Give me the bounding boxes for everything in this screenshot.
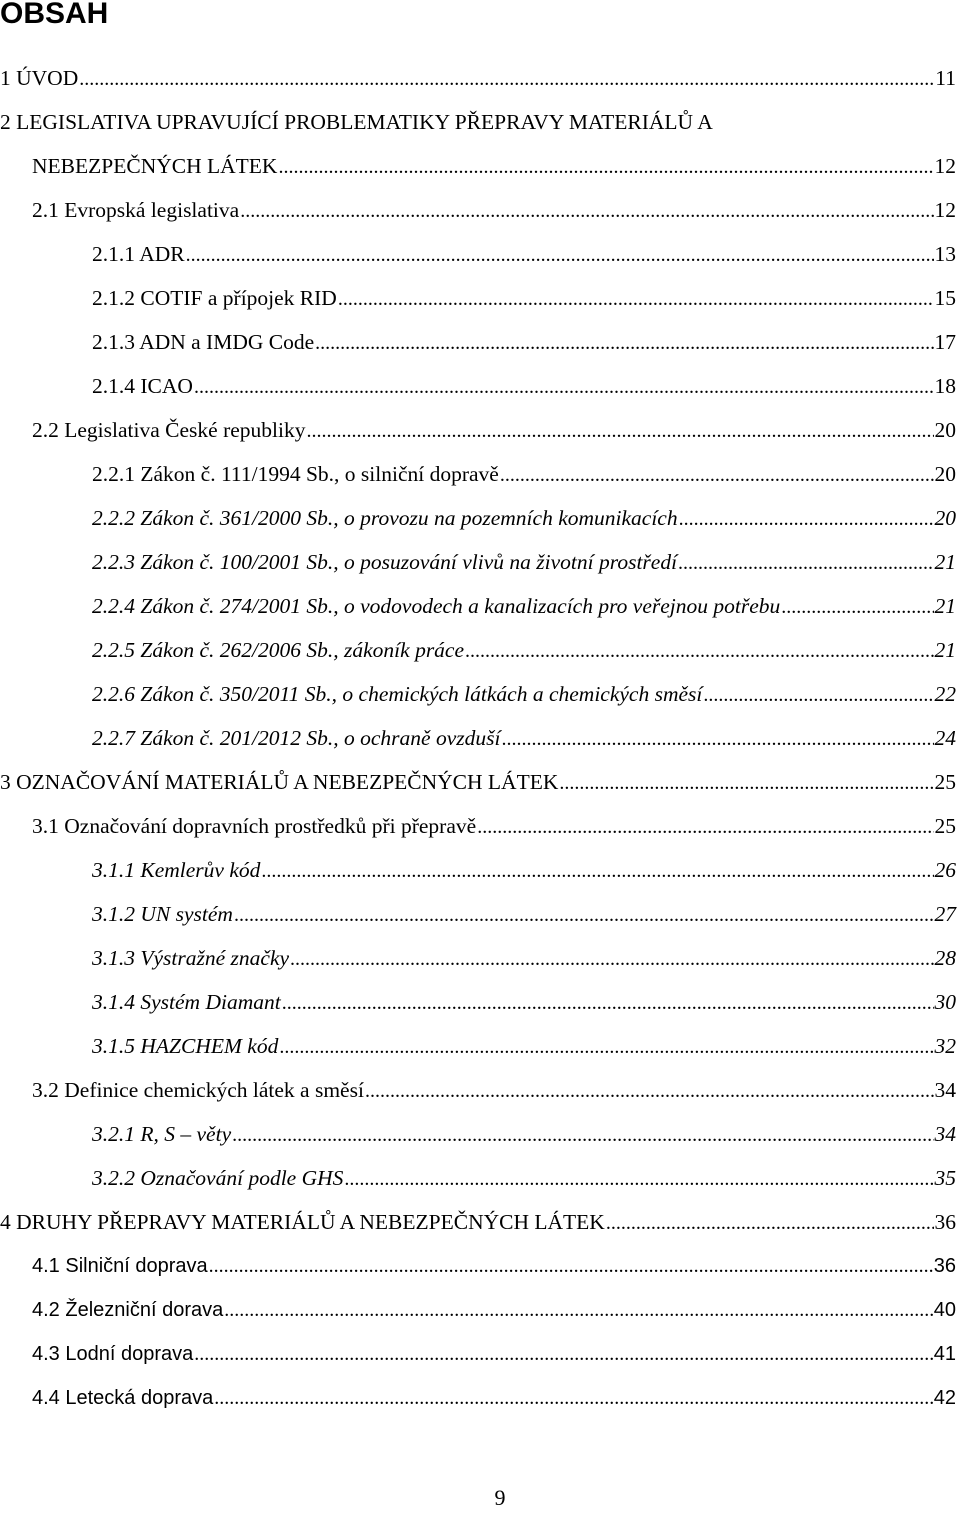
toc-entry[interactable] [0, 102, 956, 142]
toc-entry[interactable] [32, 1070, 956, 1110]
toc-entry[interactable] [92, 1114, 956, 1154]
toc-entry-title: 3.2 Definice chemických látek a směsí [32, 1078, 364, 1102]
dot-leader [781, 587, 933, 627]
toc-entry-title: 3 OZNAČOVÁNÍ MATERIÁLŮ A NEBEZPEČNÝCH LÁTEK [0, 770, 559, 794]
dot-leader [290, 939, 933, 979]
page-title: OBSAH [0, 0, 109, 30]
toc-entry-page: 20 [934, 418, 956, 442]
toc-entry-page: 26 [934, 858, 956, 882]
toc-entry-title: 4.4 Letecká doprava [32, 1387, 214, 1409]
toc-entry-title: 4.1 Silniční doprava [32, 1255, 208, 1277]
dot-leader [194, 367, 934, 407]
dot-leader [261, 851, 933, 891]
toc-entry[interactable] [92, 366, 956, 406]
dot-leader [234, 895, 934, 935]
toc-entry-title: 3.1.3 Výstražné značky [92, 946, 290, 970]
toc-entry-title: 2.2.4 Zákon č. 274/2001 Sb., o vodovodech a kanalizacích pro veřejnou potřebu [92, 594, 781, 618]
dot-leader [79, 59, 934, 99]
toc-entry[interactable] [92, 322, 956, 362]
dot-leader [365, 1071, 934, 1111]
toc-entry-page: 30 [934, 990, 956, 1014]
dot-leader [240, 191, 933, 231]
dot-leader [194, 1334, 933, 1374]
toc-entry-page: 17 [934, 330, 956, 354]
toc-entry-title: 4.3 Lodní doprava [32, 1343, 194, 1365]
toc-entry-page: 21 [934, 594, 956, 618]
toc-entry[interactable] [92, 982, 956, 1022]
toc-entry-title: 3.1.1 Kemlerův kód [92, 858, 261, 882]
toc-entry[interactable] [32, 1246, 956, 1286]
toc-entry[interactable] [92, 498, 956, 538]
toc-entry[interactable] [32, 1334, 956, 1374]
toc-entry-title: 1 ÚVOD [0, 66, 79, 90]
toc-entry-page: 13 [934, 242, 956, 266]
toc-entry[interactable] [92, 938, 956, 978]
toc-entry-title: 2.2.5 Zákon č. 262/2006 Sb., zákoník práce [92, 638, 465, 662]
toc-entry[interactable] [92, 1026, 956, 1066]
dot-leader [338, 279, 934, 319]
toc-entry-title: 2.2 Legislativa České republiky [32, 418, 306, 442]
toc-entry-page: 32 [934, 1034, 956, 1058]
toc-entry-page: 34 [934, 1078, 956, 1102]
toc-entry-title: 2.1.2 COTIF a přípojek RID [92, 286, 337, 310]
page-number: 9 [494, 1485, 506, 1510]
dot-leader [279, 1027, 933, 1067]
toc-entry-title: 2.1 Evropská legislativa [32, 198, 240, 222]
dot-leader [306, 411, 933, 451]
toc-entry[interactable] [92, 542, 956, 582]
toc-entry-page: 18 [934, 374, 956, 398]
toc-entry-page: 42 [933, 1387, 956, 1409]
toc-entry[interactable] [92, 234, 956, 274]
toc-entry-title: 3.1.4 Systém Diamant [92, 990, 281, 1014]
toc-entry[interactable] [92, 454, 956, 494]
toc-entry[interactable] [32, 190, 956, 230]
dot-leader [606, 1203, 934, 1243]
toc-entry-title: 2.2.3 Zákon č. 100/2001 Sb., o posuzování vlivů na životní prostředí [92, 550, 678, 574]
toc-entry-page: 12 [934, 198, 956, 222]
toc-entry[interactable] [92, 894, 956, 934]
toc-entry[interactable] [92, 718, 956, 758]
dot-leader [477, 807, 933, 847]
toc-entry-page: 15 [934, 286, 956, 310]
toc-entry-title: 2 LEGISLATIVA UPRAVUJÍCÍ PROBLEMATIKY PŘEPRAVY MATERIÁLŮ A [0, 110, 713, 134]
dot-leader [315, 323, 933, 363]
dot-leader [465, 631, 933, 671]
toc-entry-page: 35 [934, 1166, 956, 1190]
toc-entry-page: 27 [934, 902, 956, 926]
toc-entry[interactable] [32, 410, 956, 450]
dot-leader [214, 1378, 933, 1418]
toc-entry[interactable] [0, 762, 956, 802]
dot-leader [224, 1290, 933, 1330]
toc-entry-title: 3.1.2 UN systém [92, 902, 233, 926]
toc-entry[interactable] [92, 586, 956, 626]
toc-entry-page: 12 [934, 154, 956, 178]
toc-entry-page: 20 [934, 462, 956, 486]
toc-entry-title: 3.2.1 R, S – věty [92, 1122, 232, 1146]
toc-entry-page: 25 [934, 770, 956, 794]
toc-entry[interactable] [0, 1202, 956, 1242]
dot-leader [209, 1246, 933, 1286]
toc-entry-page: 36 [933, 1255, 956, 1277]
toc-entry-page: 25 [934, 814, 956, 838]
toc-entry[interactable] [0, 58, 956, 98]
dot-leader [278, 147, 933, 187]
toc-entry-title: 3.1.5 HAZCHEM kód [92, 1034, 279, 1058]
toc-entry[interactable] [32, 1378, 956, 1418]
toc-entry-page: 20 [934, 506, 956, 530]
dot-leader [679, 499, 934, 539]
dot-leader [501, 719, 933, 759]
toc-entry-title: 2.2.7 Zákon č. 201/2012 Sb., o ochraně ovzduší [92, 726, 501, 750]
toc-entry-title: 3.1 Označování dopravních prostředků při přepravě [32, 814, 477, 838]
toc-entry-page: 21 [934, 638, 956, 662]
toc-entry-title: 4.2 Železniční dorava [32, 1299, 224, 1321]
dot-leader [559, 763, 933, 803]
toc-entry[interactable] [92, 1158, 956, 1198]
dot-leader [678, 543, 933, 583]
toc-entry[interactable] [92, 278, 956, 318]
toc-entry-page: 40 [933, 1299, 956, 1321]
toc-entry-page: 41 [933, 1343, 956, 1365]
dot-leader [703, 675, 933, 715]
toc-entry-page: 36 [934, 1210, 956, 1234]
dot-leader [232, 1115, 933, 1155]
toc-entry-title: 2.1.4 ICAO [92, 374, 193, 398]
toc-entry[interactable] [32, 146, 956, 186]
toc-entry-title: 2.1.3 ADN a IMDG Code [92, 330, 315, 354]
toc-entry-page: 11 [935, 66, 956, 90]
dot-leader [500, 455, 934, 495]
toc-entry-title: 2.2.6 Zákon č. 350/2011 Sb., o chemických látkách a chemických směsí [92, 682, 703, 706]
toc-entry-title: 4 DRUHY PŘEPRAVY MATERIÁLŮ A NEBEZPEČNÝCH LÁTEK [0, 1210, 605, 1234]
toc-entry[interactable] [32, 1290, 956, 1330]
dot-leader [282, 983, 934, 1023]
toc-entry[interactable] [92, 850, 956, 890]
toc-entry-page: 21 [934, 550, 956, 574]
toc-entry-page: 22 [934, 682, 956, 706]
toc-entry-title: 2.1.1 ADR [92, 242, 185, 266]
dot-leader [344, 1159, 933, 1199]
toc-entry-title: 2.2.1 Zákon č. 111/1994 Sb., o silniční dopravě [92, 462, 499, 486]
toc-entry-page: 34 [934, 1122, 956, 1146]
dot-leader [186, 235, 934, 275]
toc-entry-title: 3.2.2 Označování podle GHS [92, 1166, 344, 1190]
toc-entry[interactable] [92, 674, 956, 714]
toc-entry-page: 28 [934, 946, 956, 970]
toc-entry-title: NEBEZPEČNÝCH LÁTEK [32, 154, 278, 178]
toc-entry-page: 24 [934, 726, 956, 750]
toc-entry[interactable] [92, 630, 956, 670]
toc-entry-title: 2.2.2 Zákon č. 361/2000 Sb., o provozu na pozemních komunikacích [92, 506, 678, 530]
toc-entry[interactable] [32, 806, 956, 846]
